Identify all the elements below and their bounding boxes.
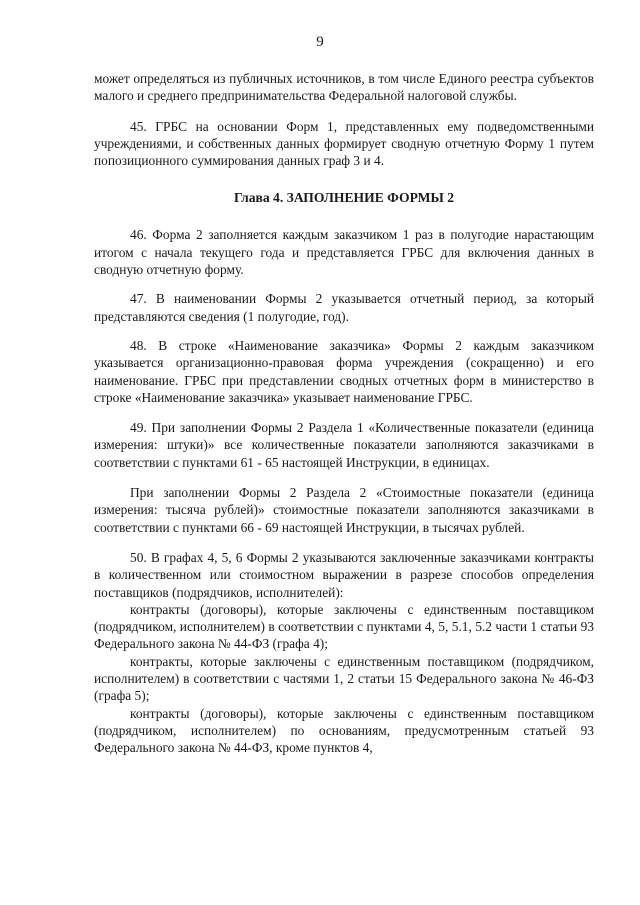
paragraph-50-item-2: контракты, которые заключены с единственным поставщиком (подрядчиком, исполнителем) в соответствии с частями 1, 2 статьи 15 Федерального закона № 46-ФЗ (графа 5); (94, 653, 594, 704)
paragraph-50-item-3: контракты (договоры), которые заключены с единственным поставщиком (подрядчиком, исполнителем) по основаниям, предусмотренным статьей 93 Федерального закона № 44-ФЗ, кроме пунктов 4, (94, 705, 594, 756)
document-body (94, 70, 594, 757)
continuation-paragraph: может определяться из публичных источников, в том числе Единого реестра субъектов малого и среднего предпринимательства Федеральной налоговой службы. (94, 71, 594, 104)
paragraph-48: 48. В строке «Наименование заказчика» Формы 2 каждым заказчиком указывается организационно-правовая форма учреждения (сокращенно) и его наименование. ГРБС при представлении сводных отчетных форм в министерство в строке «Наименование заказчика» указывает наименование ГРБС. (94, 337, 594, 405)
paragraph-50: 50. В графах 4, 5, 6 Формы 2 указываются заключенные заказчиками контракты в количественном или стоимостном выражении в разрезе способов определения поставщиков (подрядчиков, исполнителей): (94, 549, 594, 600)
paragraph-49: 49. При заполнении Формы 2 Раздела 1 «Количественные показатели (единица измерения: штуки)» все количественные показатели заполняются заказчиками в соответствии с пунктами 61 - 65 настоящей Инструкции, в единицах. (94, 420, 594, 470)
paragraph-45: 45. ГРБС на основании Форм 1, представленных ему подведомственными учреждениями, и собственных данных формирует сводную отчетную Форму 1 путем попозиционного суммирования данных граф 3 и 4. (94, 118, 594, 169)
chapter-heading: Глава 4. ЗАПОЛНЕНИЕ ФОРМЫ 2 (233, 190, 454, 206)
paragraph-47: 47. В наименовании Формы 2 указывается отчетный период, за который представляются сведения (1 полугодие, год). (94, 291, 594, 324)
paragraph-49-section-2: При заполнении Формы 2 Раздела 2 «Стоимостные показатели (единица измерения: тысяча рублей)» стоимостные показатели заполняются заказчиками в соответствии с пунктами 66 - 69 настоящей Инструкции, в тысячах рублей. (94, 485, 594, 535)
page-number: 9 (316, 34, 324, 50)
paragraph-50-item-1: контракты (договоры), которые заключены с единственным поставщиком (подрядчиком, исполнителем) в соответствии с пунктами 4, 5, 5.1, 5.2 части 1 статьи 93 Федерального закона № 44-ФЗ (графа 4); (94, 601, 594, 652)
paragraph-46: 46. Форма 2 заполняется каждым заказчиком 1 раз в полугодие нарастающим итогом с начала текущего года и представляется ГРБС для включения данных в сводную отчетную форму. (94, 227, 594, 278)
